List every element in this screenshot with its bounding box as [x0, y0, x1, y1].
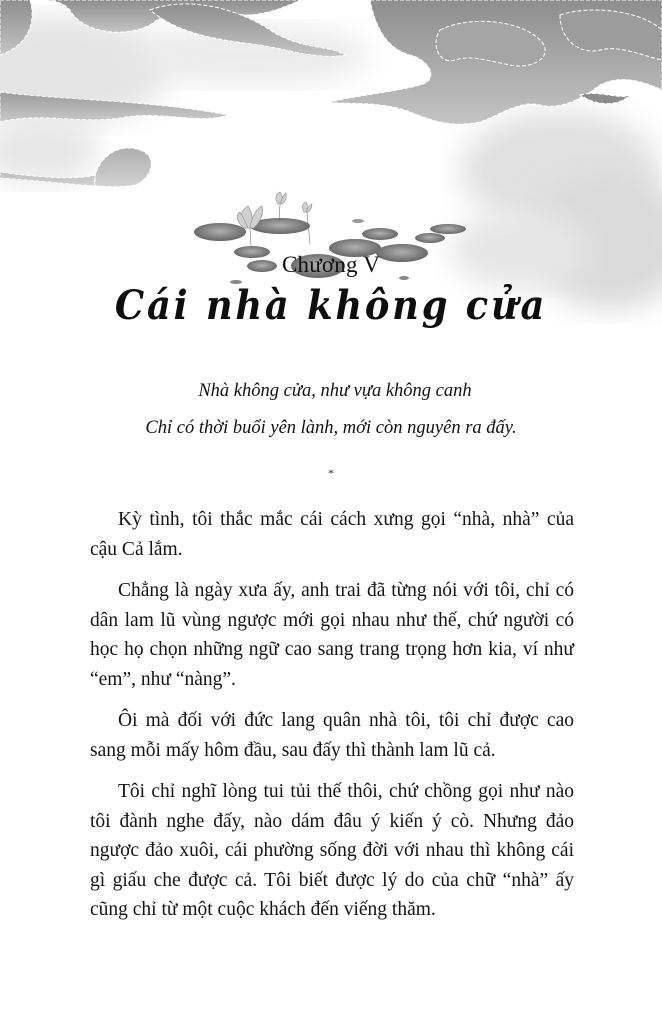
epigraph-line: Chỉ có thời buổi yên lành, mới còn nguyên ra đấy. — [145, 418, 517, 438]
epigraph — [0, 373, 662, 447]
chapter-body — [90, 505, 574, 937]
epigraph-line: Nhà không cửa, như vựa không canh — [198, 381, 472, 401]
section-separator: * — [328, 466, 334, 480]
chapter-title: Cái nhà không cửa — [114, 282, 548, 329]
cloud-right — [330, 0, 662, 124]
chapter-number: Chương V — [281, 252, 380, 277]
paragraph: Chẳng là ngày xưa ấy, anh trai đã từng nói với tôi, chỉ có dân lam lũ vùng ngược mới gọi nhau như thế, chứ người có học họ chọn những ngữ cao sang trang trọng hơn kia, ví như “em”, như “nàng”. — [90, 580, 574, 690]
paragraph: Kỳ tình, tôi thắc mắc cái cách xưng gọi “nhà, nhà” của cậu Cả lắm. — [90, 509, 574, 560]
paragraph: Ôi mà đối với đức lang quân nhà tôi, tôi chỉ được cao sang mỗi mấy hôm đầu, sau đấy thì thành lam lũ cả. — [90, 710, 574, 761]
paragraph: Tôi chỉ nghĩ lòng tui tủi thế thôi, chứ chồng gọi như nào tôi đành nghe đấy, nào dám đâu ý kiến ý cò. Nhưng đảo ngược đảo xuôi, cái phường sống đời với nhau thì không cái gì giấu che được cả. Tôi biết được lý do của chữ “nhà” ấy cũng chỉ từ một cuộc khách đến viếng thăm. — [90, 781, 574, 920]
